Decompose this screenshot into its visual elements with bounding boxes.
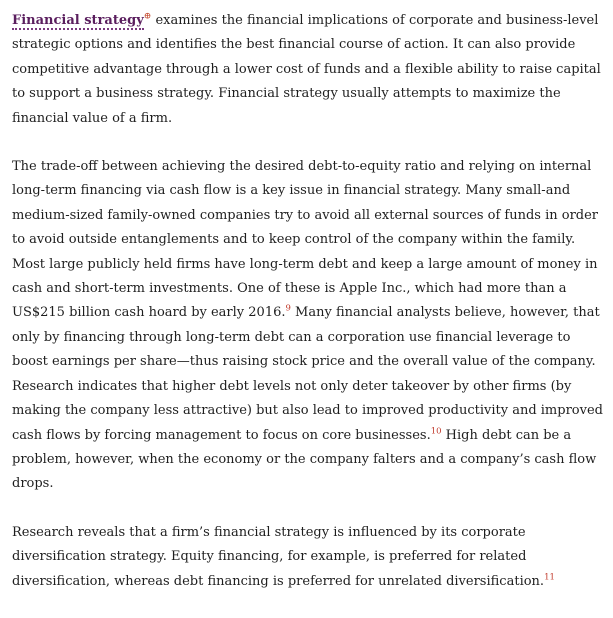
paragraph-text: High debt can be a problem, however, when the economy or the company falters and a company’s cash flow drops. (12, 427, 597, 492)
paragraph-text: The trade-off between achieving the desired debt-to-equity ratio and relying on internal long-term financing via cash flow is a key issue in financial strategy. Many small-and medium-sized family-owned companies try to avoid all external sources of funds in order to avoid outside entanglements and to keep control of the company within the family. Most large publicly held firms have long-term debt and keep a large amount of money in cash and short-term investments. One of these is Apple Inc., which had more than a US$215 billion cash hoard by early 2016. (12, 159, 599, 321)
footnote-link-11[interactable]: 11 (544, 572, 555, 583)
key-term-link[interactable]: Financial strategy (12, 13, 144, 28)
footnote-link-10[interactable]: 10 (430, 426, 442, 437)
paragraph-text: examines the financial implications of corporate and business-level strategic options and identifies the best financial course of action. It can also provide competitive advantage through a lower cost of funds and a flexible ability to raise capital to support a business strategy. Financial strategy usually attempts to maximize the financial value of a firm. (12, 13, 601, 126)
paragraph-text: Many financial analysts believe, however, that only by financing through long-term debt can a corporation use financial leverage to boost earnings per share—thus raising stock price and the overall value of the company. Research indicates that higher debt levels not only deter takeover by other firms (by making the company less attractive) but also lead to improved productivity and improved cash flows by forcing management to focus on core businesses. (12, 305, 603, 443)
glossary-icon[interactable]: ⊕ (143, 11, 152, 22)
document-body (12, 9, 608, 618)
paragraph-financial-strategy-definition (12, 9, 608, 131)
paragraph-diversification (12, 521, 608, 594)
footnote-link-9[interactable]: 9 (285, 304, 291, 315)
paragraph-debt-equity-tradeoff (12, 155, 608, 497)
paragraph-text: Research reveals that a firm’s financial strategy is influenced by its corporate diversification strategy. Equity financing, for example, is preferred for related diversification, whereas debt financing is preferred for unrelated diversification. (12, 524, 545, 589)
